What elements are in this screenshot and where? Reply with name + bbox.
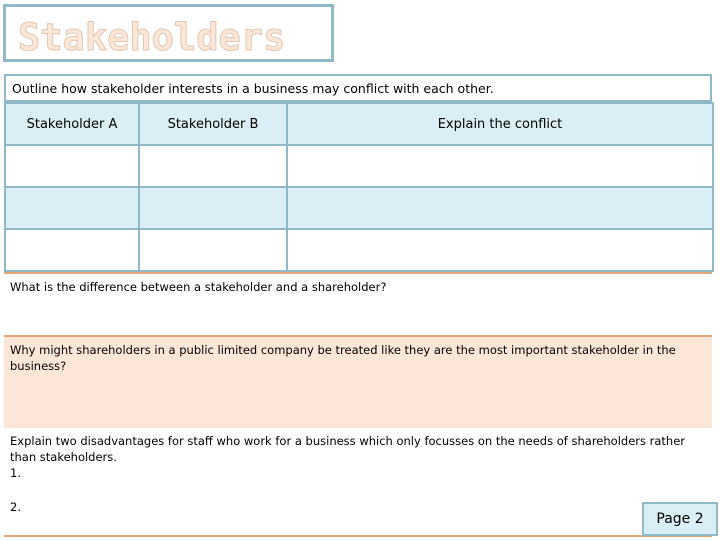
question-3: Explain two disadvantages for staff who work for a business which only focusses on the needs of shareholders rather than stakeholders.	[10, 434, 686, 464]
table-cell[interactable]	[5, 187, 139, 229]
instruction-text: Outline how stakeholder interests in a business may conflict with each other.	[12, 81, 494, 96]
table-cell[interactable]	[139, 187, 287, 229]
q3-item-2: 2.	[10, 500, 21, 514]
q3-item-1: 1.	[10, 466, 21, 480]
page-number: Page 2	[642, 502, 718, 536]
table-cell[interactable]	[5, 229, 139, 271]
title-box	[3, 4, 334, 62]
question-2: Why might shareholders in a public limited company be treated like they are the most important stakeholder in the business?	[10, 343, 676, 373]
divider	[4, 272, 712, 274]
table-cell[interactable]	[287, 229, 713, 271]
table-cell[interactable]	[287, 187, 713, 229]
stakeholder-table	[4, 102, 714, 272]
page-title: Stakeholders	[18, 16, 286, 59]
header-explain-conflict: Explain the conflict	[287, 103, 713, 145]
question-1: What is the difference between a stakeholder and a shareholder?	[10, 280, 387, 294]
header-stakeholder-a: Stakeholder A	[5, 103, 139, 145]
header-stakeholder-b: Stakeholder B	[139, 103, 287, 145]
instruction-row	[4, 74, 712, 102]
table-cell[interactable]	[287, 145, 713, 187]
table-cell[interactable]	[5, 145, 139, 187]
divider	[4, 535, 712, 537]
table-cell[interactable]	[139, 229, 287, 271]
table-cell[interactable]	[139, 145, 287, 187]
